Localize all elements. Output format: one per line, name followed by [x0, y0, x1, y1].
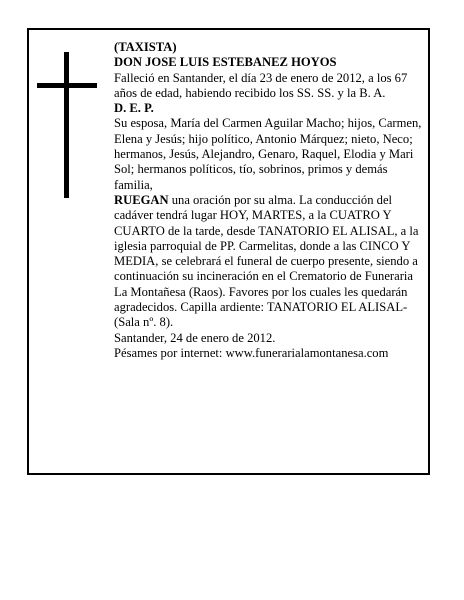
service-details: una oración por su alma. La conducción del cadáver tendrá lugar HOY, MARTES, a la CUATRO Y CUARTO de la tarde, desde TANATORIO EL ALISAL, a la iglesia parroquial de PP. Carmelitas, donde a las CINCO Y MEDIA, se celebrará el funeral de cuerpo presente, siendo a continuación su incineración en el Crematorio de Funeraria La Montañesa (Raos). Favores por los cuales les quedarán agradecidos. Capilla ardiente: TANATORIO EL ALISAL-(Sala nº. 8). — [114, 192, 419, 330]
death-statement: Falleció en Santander, el día 23 de enero de 2012, a los 67 años de edad, habiendo recibido los SS. SS. y la B. A. — [114, 70, 408, 100]
service-paragraph — [114, 193, 424, 331]
cross-horizontal-bar — [37, 83, 97, 88]
condolences-line: Pésames por internet: www.funerarialamontanesa.com — [114, 345, 389, 360]
rip-abbreviation: D. E. P. — [114, 101, 154, 116]
cross-icon — [37, 52, 97, 198]
deceased-name: DON JOSE LUIS ESTEBANEZ HOYOS — [114, 55, 337, 70]
occupation: (TAXISTA) — [114, 40, 177, 54]
family-list: Su esposa, María del Carmen Aguilar Macho; hijos, Carmen, Elena y Jesús; hijo político, Antonio Márquez; nieto, Neco; hermanos, Jesús, Alejandro, Genaro, Raquel, Elodia y Mari Sol; hermanos políticos, tío, sobrinos, primos y demás familia, — [114, 116, 422, 192]
ruegan-word: RUEGAN — [114, 192, 169, 207]
cross-vertical-bar — [64, 52, 69, 198]
place-date: Santander, 24 de enero de 2012. — [114, 330, 276, 345]
obituary-text — [114, 40, 424, 361]
